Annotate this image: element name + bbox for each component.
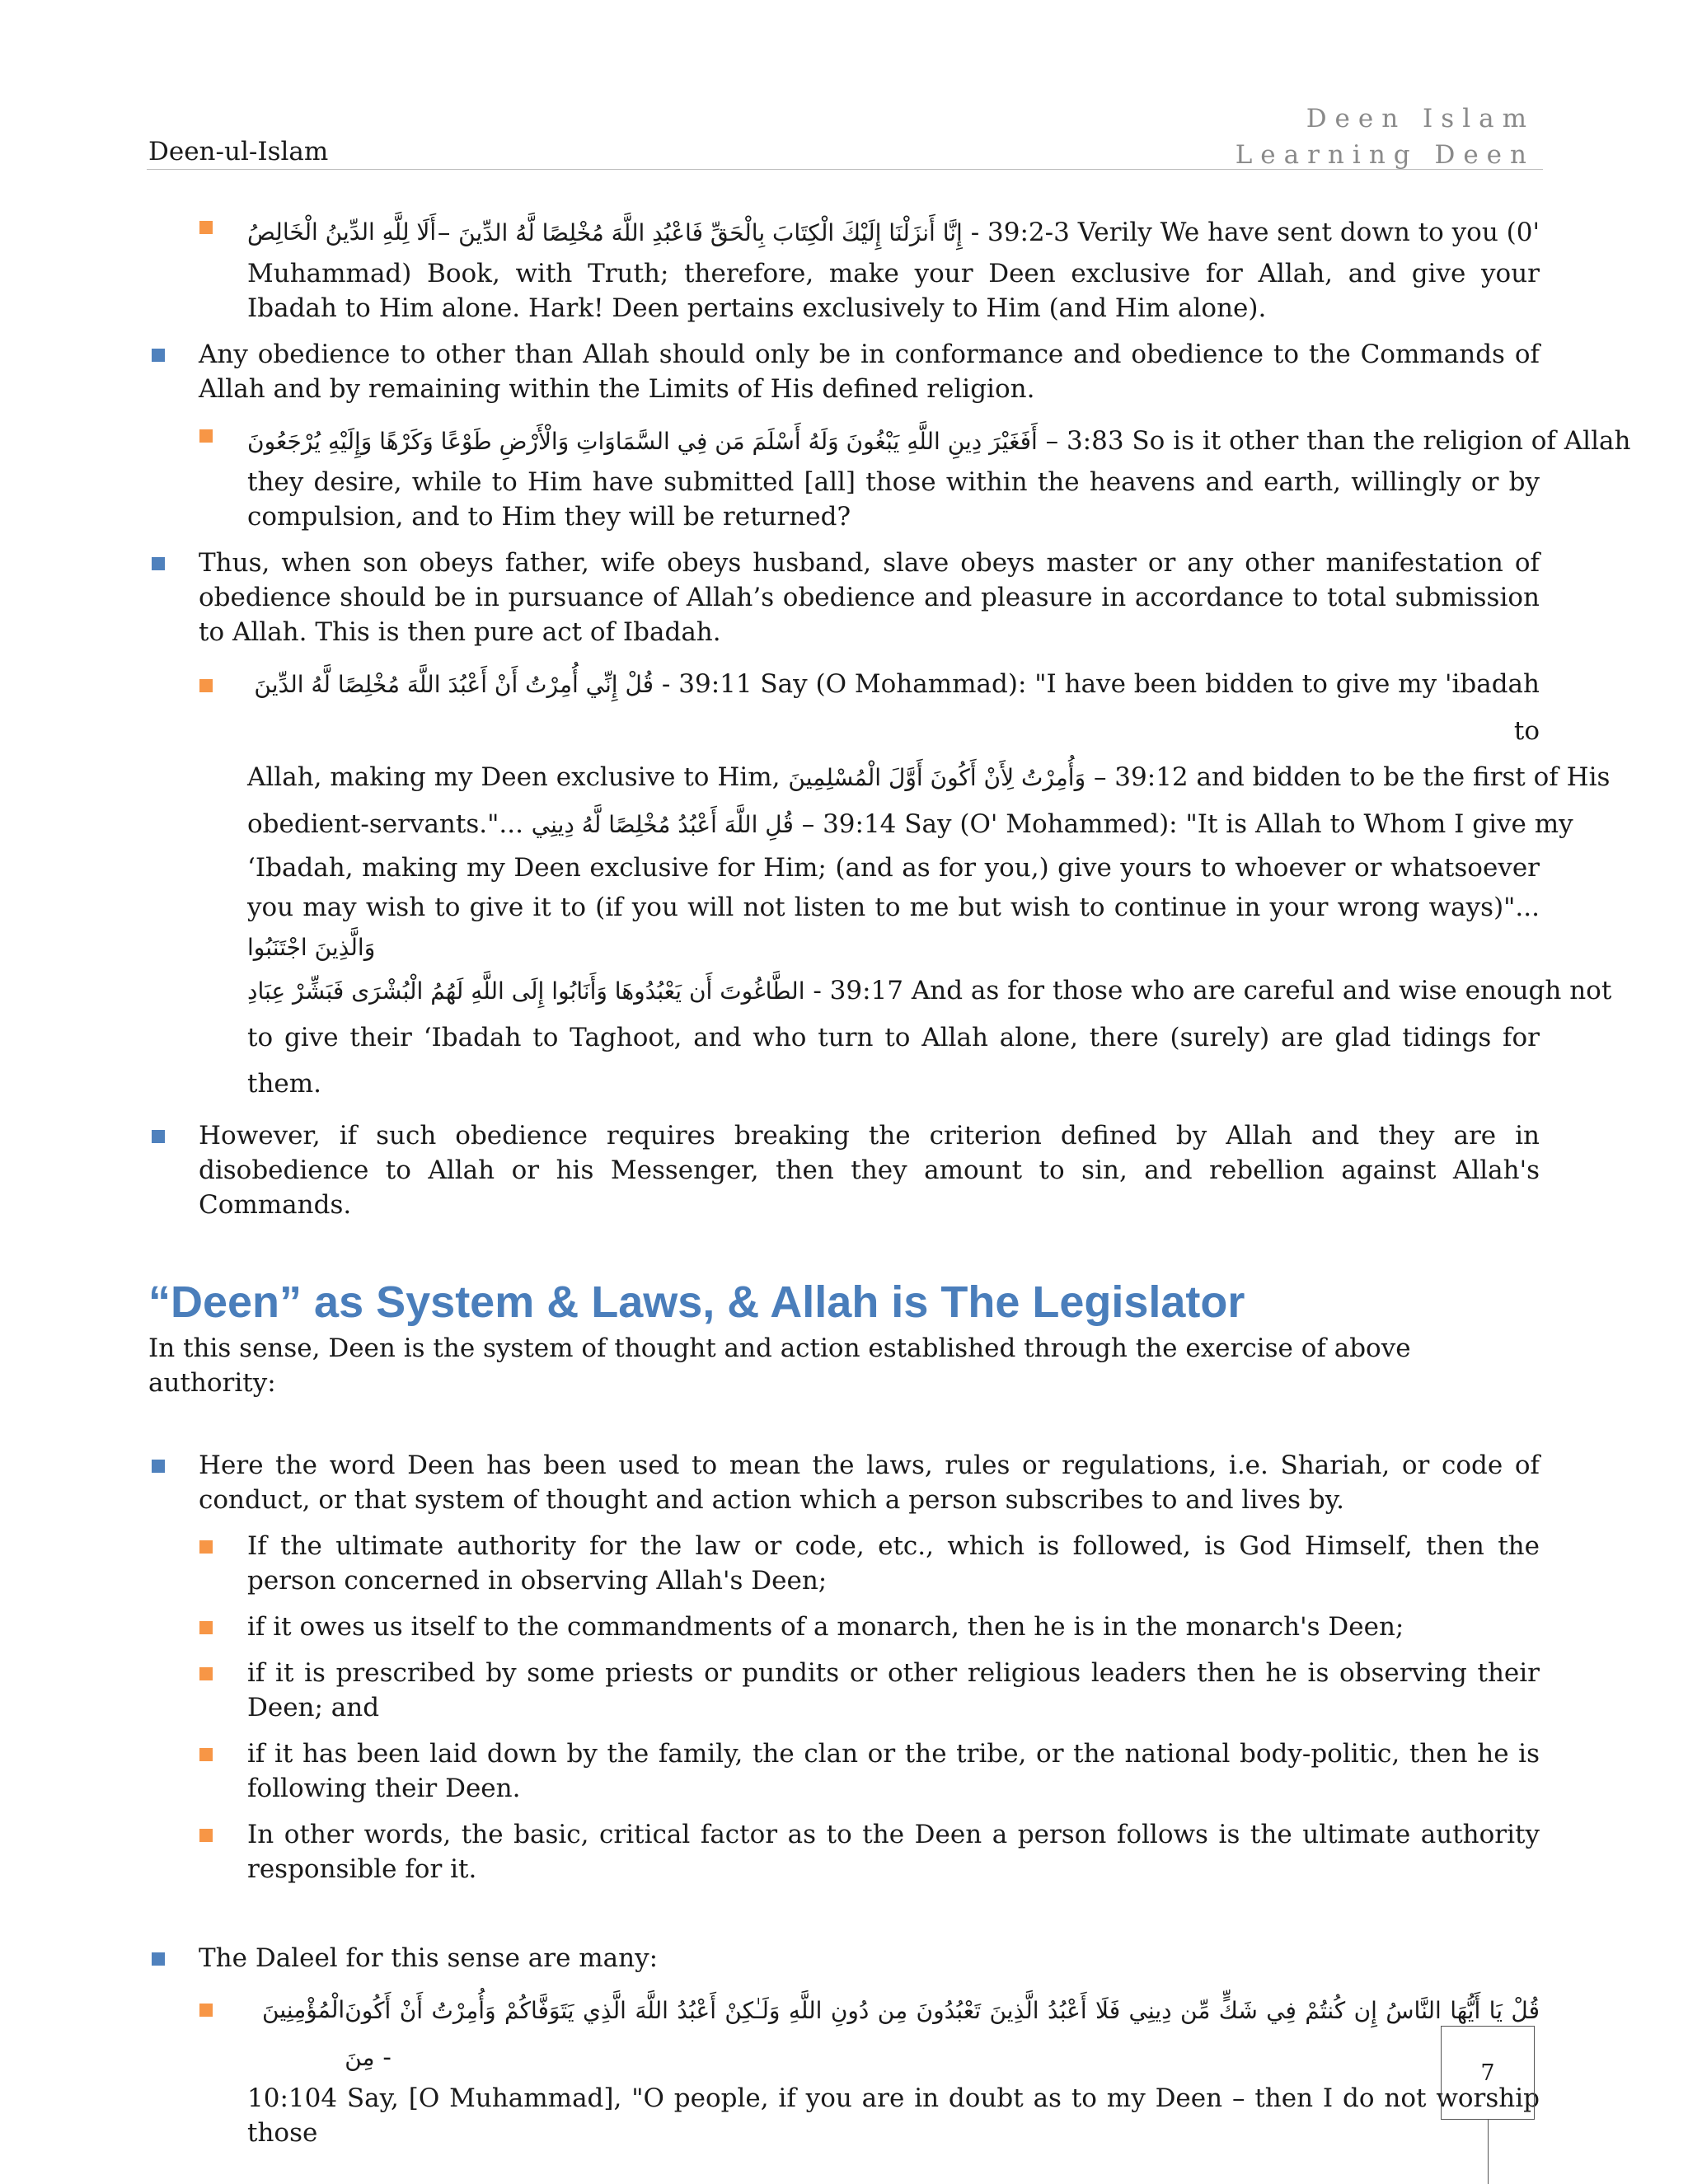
bullet-square-icon [199,1621,213,1634]
bullet-square-icon [152,1952,165,1966]
verse-paragraph [247,848,1540,968]
paragraph: If the ultimate authority for the law or code, etc., which is followed, is God Himself, then the person concerned in observing Allah's Deen; [247,1531,1540,1596]
arabic-verse: إِنَّا أَنزَلْنَا إِلَيْكَ الْكِتَابَ بِالْحَقِّ فَاعْبُدِ اللَّهَ مُخْلِصًا لَّهُ الدِّينَ [458,219,963,246]
bullet-square-icon [152,557,165,570]
verse-translation: - 39:11 Say (O Mohammad): "I have been bidden to give my 'ibadah to [654,669,1540,746]
verse-line [247,209,1540,256]
paragraph: Thus, when son obeys father, wife obeys husband, slave obeys master or any other manifestation of obedience should be in pursuance of Allah’s obedience and pleasure in accordance to total submission to Allah. This is then pure act of Ibadah. [199,548,1540,647]
verse-line [247,1987,1540,2081]
verse-translation: 10:104 Say, [O Muhammad], "O people, if you are in doubt as to my Deen – then I do not worship those [247,2083,1540,2148]
bullet-square-icon [152,1460,165,1473]
verse-translation: ‘Ibadah, making my Deen exclusive for Him; (and as for you,) give yours to whoever or whatsoever you may wish to give it to (if you will not listen to me but wish to continue in your wrong ways)"... [247,853,1540,922]
section-heading: “Deen” as System & Laws, & Allah is The Legislator [148,1277,1245,1327]
bullet-square-icon [199,1748,213,1761]
verse-translation: - 39:2-3 Verily We have sent down to you (0' [962,218,1540,247]
separator: – [437,218,459,247]
paragraph: if it owes us itself to the commandments of a monarch, then he is in the monarch's Deen; [247,1612,1404,1642]
paragraph: The Daleel for this sense are many: [199,1943,659,1973]
bullet-square-icon [199,679,213,692]
verse-translation: obedient-servants."... [247,809,532,839]
verse-translation: Allah, making my Deen exclusive to Him, [247,762,789,792]
bullet-square-icon [199,429,213,443]
bullet-square-icon [152,1130,165,1143]
page-body [148,198,1631,2150]
header-divider [147,169,1543,170]
bullet-square-icon [199,1667,213,1680]
arabic-verse: قُلْ إِنِّي أُمِرْتُ أَنْ أَعْبُدَ اللَّهَ مُخْلِصًا لَّهُ الدِّينَ [254,671,654,698]
paragraph: In other words, the basic, critical factor as to the Deen a person follows is the ultimate authority responsible for it. [247,1820,1540,1884]
paragraph: However, if such obedience requires breaking the criterion defined by Allah and they are in disobedience to Allah or his Messenger, then they amount to sin, and rebellion against Allah's Commands. [199,1121,1540,1220]
list-item [148,1941,1540,1975]
section-intro: In this sense, Deen is the system of thought and action established through the exercise of above authority: [148,1333,1411,1398]
page-number: 7 [1480,2060,1495,2086]
list-item [148,337,1540,406]
verse-translation: - 39:17 And as for those who are careful and wise enough not [804,976,1612,1005]
arabic-verse: الطَّاغُوتَ أَن يَعْبُدُوهَا وَأَنَابُوا إِلَى اللَّهِ لَهُمُ الْبُشْرَى فَبَشِّرْ عِبَادِ [247,977,805,1005]
verse-line-right [438,209,1540,256]
verse-translation: to give their ‘Ibadah to Taghoot, and who turn to Allah alone, there (surely) are glad tidings for them. [247,1023,1540,1099]
list-item [148,1736,1540,1806]
verse-line [247,968,1612,1015]
header-subtitle [1236,101,1535,173]
verse-translation: – 39:12 and bidden to be the first of His [1085,762,1611,792]
header-subtitle-line2: Learning Deen [1235,140,1535,170]
list-item [148,1817,1540,1886]
page-number-connector [1488,2120,1489,2184]
arabic-verse: قُلْ يَا أَيُّهَا النَّاسُ إِن كُنتُمْ فِي شَكٍّ مِّن دِينِي فَلَا أَعْبُدُ الَّذِينَ تَعْبُدُونَ مِن دُونِ اللَّهِ وَلَـٰكِنْ أَعْبُدُ اللَّهَ الَّذِي يَتَوَفَّاكُمْ وَأُمِرْتُ أَنْ أَكُونَ مِنَ [345,1997,1540,2071]
paragraph: Here the word Deen has been used to mean the laws, rules or regulations, i.e. Shariah, or code of conduct, or that system of thought and action which a person subscribes to and lives by. [199,1451,1540,1515]
list-item [148,1656,1540,1725]
spacer [148,1400,1540,1436]
verse-line-right [345,1987,1540,2081]
arabic-verse: وَأُمِرْتُ لِأَنْ أَكُونَ أَوَّلَ الْمُسْلِمِينَ [788,764,1086,791]
arabic-verse: أَفَغَيْرَ دِينِ اللَّهِ يَبْغُونَ وَلَهُ أَسْلَمَ مَن فِي السَّمَاوَاتِ وَالْأَرْضِ طَوْعًا وَكَرْهًا وَإِلَيْهِ يُرْجَعُونَ [247,428,1038,455]
bullet-square-icon [199,221,213,234]
list-item [148,1987,1540,2150]
verse-translation: they desire, while to Him have submitted [all] those within the heavens and earth, willingly or by compulsion, and to Him they will be returned? [247,467,1540,532]
arabic-verse: الْمُؤْمِنِينَ [262,1996,345,2023]
bullet-square-icon [199,1540,213,1554]
list-item [148,1118,1540,1222]
spacer [148,1886,1540,1929]
paragraph: if it is prescribed by some priests or pundits or other religious leaders then he is observing their Deen; and [247,1658,1540,1722]
verse-line [247,661,1540,754]
list-item [148,546,1540,649]
verse-translation: Muhammad) Book, with Truth; therefore, make your Deen exclusive for Allah, and give your Ibadah to Him alone. Hark! Deen pertains exclusively to Him (and Him alone). [247,259,1540,323]
paragraph: Any obedience to other than Allah should only be in conformance and obedience to the Commands of Allah and by remaining within the Limits of His defined religion. [199,340,1540,404]
bullet-square-icon [199,1829,213,1842]
separator: - [374,2042,392,2072]
list-item [148,418,1631,534]
header-document-title: Deen-ul-Islam [148,137,329,166]
page-number-box [1441,2026,1535,2120]
list-item [148,1448,1540,1517]
header-subtitle-line1: Deen Islam [1306,104,1535,134]
paragraph: if it has been laid down by the family, the clan or the tribe, or the national body-politic, then he is following their Deen. [247,1739,1540,1803]
bullet-square-icon [152,349,165,362]
list-item [148,661,1612,1107]
list-item [148,1610,1540,1644]
verse-line [247,418,1631,465]
verse-line [247,754,1611,801]
list-item [148,1529,1540,1598]
verse-line [247,801,1573,848]
arabic-verse: قُلِ اللَّهَ أَعْبُدُ مُخْلِصًا لَّهُ دِينِي [531,811,794,838]
verse-translation: – 3:83 So is it other than the religion of Allah [1037,426,1631,456]
arabic-verse: أَلَا لِلَّهِ الدِّينُ الْخَالِصُ [247,218,437,246]
bullet-square-icon [199,2004,213,2017]
arabic-verse: وَالَّذِينَ اجْتَنَبُوا [247,934,376,961]
list-item [148,209,1540,326]
verse-translation: – 39:14 Say (O' Mohammed): "It is Allah to Whom I give my [793,809,1573,839]
